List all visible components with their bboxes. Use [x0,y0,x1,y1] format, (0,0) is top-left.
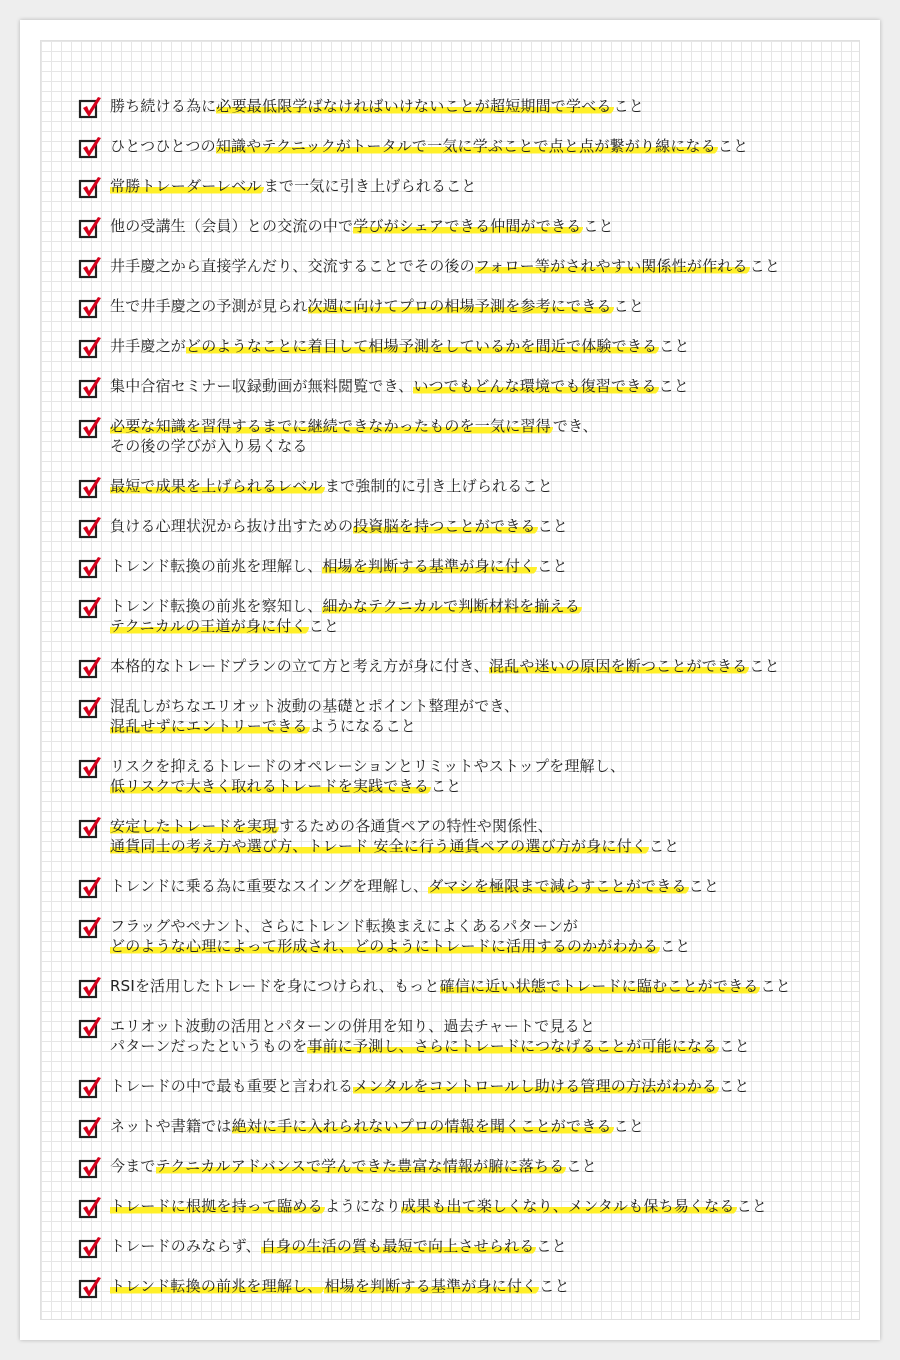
checklist-text-line [110,556,568,576]
highlighted-text: 混乱や迷いの原因を断つことができる [488,657,748,675]
highlighted-text: どのようなことに着目して相場予測をしているかを間近で体験できる [186,337,658,355]
checklist-text-line [110,1036,750,1056]
checklist-item [78,1196,868,1236]
checklist-item [78,976,868,1016]
plain-text: こと [719,1077,750,1095]
checkbox-checked-icon [78,596,102,620]
checklist-item-text [110,556,568,576]
checklist-item [78,216,868,256]
plain-text: こと [583,217,614,235]
checklist-item-text [110,1016,750,1056]
highlighted-text: 必要な知識を習得するまでに継続できなかったものを一気に習得 [110,417,551,435]
checklist-text-line [110,1236,567,1256]
checklist-text-line [110,136,748,156]
plain-text: トレンド転換の前兆を察知し、 [110,597,323,615]
checklist-text-line [110,376,689,396]
checklist-item [78,556,868,596]
checklist-text-line [110,516,568,536]
plain-text: 勝ち続ける為に [110,97,217,115]
plain-text: その後の学びが入り易くなる [110,437,308,455]
highlighted-text: テクニカルの王道が身に付く [110,617,307,635]
checklist-item-text [110,816,679,856]
checklist-item-text [110,876,719,896]
plain-text: するための各通貨ペアの特性や関係性、 [279,817,553,835]
highlighted-text: メンタルをコントロールし助ける管理の方法がわかる [353,1077,718,1095]
checkbox-checked-icon [78,1076,102,1100]
checklist-item-text [110,1116,644,1136]
checklist-text-line [110,916,691,936]
plain-text: こと [658,377,690,395]
highlighted-text: 事前に予測し、さらにトレードにつなげることが可能になる [307,1037,718,1055]
highlighted-text: 最短で成果を上げられるレベル [110,477,323,495]
checklist-text-line [110,476,553,496]
checklist-item-text [110,1276,570,1296]
checklist-text-line [110,1156,597,1176]
checklist-text-line [110,976,791,996]
checklist-item [78,136,868,176]
plain-text: 負ける心理状況から抜け出すための [110,517,354,535]
plain-text: 本格的なトレードプランの立て方と考え方が身に付き、 [110,657,489,675]
plain-text: エリオット波動の活用とパターンの併用を知り、過去チャートで見ると [110,1017,596,1035]
checklist-text-line [110,756,625,776]
checklist-item [78,376,868,416]
highlighted-text: テクニカルアドバンスで学んできた豊富な情報が腑に落ちる [155,1157,565,1175]
plain-text: 他の受講生（会員）との交流の中で [110,217,354,235]
checkbox-checked-icon [78,1236,102,1260]
checkbox-checked-icon [78,696,102,720]
checklist-text-line [110,816,679,836]
highlighted-text: 次週に向けてプロの相場予測を参考にできる [307,297,612,315]
checklist-item-text [110,1156,597,1176]
plain-text: ひとつひとつの [110,137,216,155]
checklist-item-text [110,256,780,276]
plain-text: こと [613,297,645,315]
highlighted-text: 成果も出て楽しくなり、メンタルも保ち易くなる [400,1197,735,1215]
checklist-item-text [110,976,791,996]
checklist-text-line [110,436,598,456]
checklist-item-text [110,336,690,356]
plain-text: こと [736,1197,768,1215]
checklist-text-line [110,656,780,676]
plain-text: まで一気に引き上げられること [263,177,477,195]
highlighted-text: 常勝トレーダーレベル [110,177,262,195]
content-card [20,20,880,1340]
checklist-text-line [110,716,519,736]
plain-text: こと [539,1277,570,1295]
checklist-item-text [110,376,689,396]
checklist-text-line [110,1076,750,1096]
plain-text: こと [308,617,340,635]
plain-text: トレードのみならず、 [110,1237,261,1255]
checklist-item [78,476,868,516]
checklist-item-text [110,136,748,156]
plain-text: RSIを活用したトレードを身につけられ、もっと [110,977,440,995]
checkbox-checked-icon [78,976,102,1000]
highlighted-text: どのような心理によって形成され、どのようにトレードに活用するのかがわかる [110,937,659,955]
highlighted-text: 混乱せずにエントリーできる [110,717,308,735]
checklist-item [78,1156,868,1196]
plain-text: まで強制的に引き上げられること [324,477,553,495]
checkbox-checked-icon [78,1156,102,1180]
plain-text: こと [688,877,720,895]
checklist-text-line [110,176,477,196]
checklist-item [78,416,868,476]
checkbox-checked-icon [78,656,102,680]
checklist-item-text [110,756,625,796]
checklist-item-text [110,1236,567,1256]
checklist-text-line [110,776,625,796]
benefit-checklist [78,96,868,1316]
plain-text: こと [760,977,791,995]
plain-text: こと [717,137,749,155]
checklist-item [78,336,868,376]
highlighted-text: 安定したトレードを実現 [110,817,278,835]
checklist-item [78,696,868,756]
checklist-item-text [110,1196,767,1216]
highlighted-text: 投資脳を持つことができる [353,517,536,535]
checklist-item [78,756,868,816]
plain-text: こと [613,97,645,115]
checkbox-checked-icon [78,176,102,200]
highlighted-text: 相場を判断する基準が身に付く [324,1277,538,1295]
plain-text: こと [719,1037,750,1055]
plain-text: ネットや書籍では [110,1117,232,1135]
plain-text: 井手慶之から直接学んだり、交流することでその後の [110,257,475,275]
plain-text: トレンドに乗る為に重要なスイングを理解し、 [110,877,429,895]
checklist-item [78,596,868,656]
checklist-text-line [110,936,691,956]
checklist-text-line [110,1196,767,1216]
plain-text: トレードの中で最も重要と言われる [110,1077,354,1095]
plain-text: こと [660,937,691,955]
plain-text: パターンだったというものを [110,1037,308,1055]
highlighted-text: いつでもどんな環境でも復習できる [413,377,657,395]
checkbox-checked-icon [78,816,102,840]
checklist-item-text [110,416,598,456]
highlighted-text: 知識やテクニックがトータルで一気に学ぶことで点と点が繋がり線になる [215,137,716,155]
checklist-text-line [110,696,519,716]
checkbox-checked-icon [78,216,102,240]
highlighted-text: フォロー等がされやすい関係性が作れる [474,257,748,275]
checklist-item-text [110,596,582,636]
checklist-text-line [110,1276,570,1296]
plain-text: こと [430,777,462,795]
checklist-item [78,1276,868,1316]
checklist-text-line [110,1116,644,1136]
checklist-item [78,256,868,296]
highlighted-text: 確信に近い状態でトレードに臨むことができる [439,977,759,995]
checklist-item-text [110,516,568,536]
checklist-item [78,1016,868,1076]
checklist-item [78,876,868,916]
plain-text: こと [537,517,569,535]
plain-text: こと [659,337,690,355]
checklist-text-line [110,836,679,856]
checkbox-checked-icon [78,876,102,900]
checklist-item [78,296,868,336]
checklist-text-line [110,616,582,636]
checklist-item-text [110,1076,750,1096]
plain-text: こと [537,557,568,575]
highlighted-text: 細かなテクニカルで判断材料を揃える [322,597,580,615]
checklist-item [78,1116,868,1156]
plain-text: ようになること [309,717,417,735]
checklist-text-line [110,1016,750,1036]
highlighted-text: 必要最低限学ばなければいけないことが超短期間で学べる [216,97,612,115]
checklist-text-line [110,96,644,116]
plain-text: こと [749,257,781,275]
checkbox-checked-icon [78,136,102,160]
highlighted-text: 低リスクで大きく取れるトレードを実践できる [110,777,429,795]
checklist-text-line [110,876,719,896]
checkbox-checked-icon [78,256,102,280]
plain-text: 生で井手慶之の予測が見られ [110,297,308,315]
highlighted-text: 学びがシェアできる仲間ができる [353,217,582,235]
highlighted-text: トレンド転換の前兆を理解し、 [110,1277,323,1295]
checklist-item [78,816,868,876]
checkbox-checked-icon [78,1276,102,1300]
checklist-item [78,1076,868,1116]
checkbox-checked-icon [78,916,102,940]
plain-text: こと [648,837,680,855]
checklist-item-text [110,216,614,236]
checkbox-checked-icon [78,96,102,120]
checklist-item-text [110,916,691,956]
checkbox-checked-icon [78,296,102,320]
checklist-item [78,1236,868,1276]
plain-text: でき、 [552,417,598,435]
plain-text: ようになり [324,1197,401,1215]
checklist-item [78,176,868,216]
checkbox-checked-icon [78,376,102,400]
checkbox-checked-icon [78,476,102,500]
highlighted-text: ダマシを極限まで減らすことができる [428,877,687,895]
highlighted-text: トレードに根拠を持って臨める [110,1197,323,1215]
plain-text: こと [749,657,780,675]
checklist-item [78,916,868,976]
highlighted-text: 自身の生活の質も最短で向上させられる [260,1237,535,1255]
checkbox-checked-icon [78,516,102,540]
checkbox-checked-icon [78,416,102,440]
checklist-item [78,656,868,696]
checkbox-checked-icon [78,1116,102,1140]
plain-text: 井手慶之が [110,337,187,355]
checklist-text-line [110,256,780,276]
checklist-item-text [110,656,780,676]
checklist-item [78,516,868,556]
checklist-item-text [110,96,644,116]
checklist-text-line [110,596,582,616]
checklist-item-text [110,176,477,196]
checkbox-checked-icon [78,556,102,580]
checklist-item-text [110,296,644,316]
checkbox-checked-icon [78,336,102,360]
plain-text: 集中合宿セミナー収録動画が無料閲覧でき、 [110,377,414,395]
highlighted-text: 相場を判断する基準が身に付く [322,557,536,575]
plain-text: フラッグやペナント、さらにトレンド転換まえによくあるパターンが [110,917,579,935]
checklist-text-line [110,336,690,356]
plain-text: こと [536,1237,567,1255]
checklist-item-text [110,476,553,496]
plain-text: こと [566,1157,597,1175]
checklist-text-line [110,216,614,236]
plain-text: 今まで [110,1157,156,1175]
checklist-text-line [110,296,644,316]
checklist-item [78,96,868,136]
highlighted-text: 絶対に手に入れられないプロの情報を聞くことができる [231,1117,612,1135]
checkbox-checked-icon [78,1196,102,1220]
plain-text: トレンド転換の前兆を理解し、 [110,557,323,575]
plain-text: 混乱しがちなエリオット波動の基礎とポイント整理ができ、 [110,697,520,715]
checkbox-checked-icon [78,1016,102,1040]
plain-text: リスクを抑えるトレードのオペレーションとリミットやストップを理解し、 [110,757,626,775]
checklist-text-line [110,416,598,436]
checklist-item-text [110,696,519,736]
plain-text: こと [613,1117,645,1135]
checkbox-checked-icon [78,756,102,780]
highlighted-text: 通貨同士の考え方や選び方、トレード 安全に行う通貨ペアの選び方が身に付く [110,837,647,855]
